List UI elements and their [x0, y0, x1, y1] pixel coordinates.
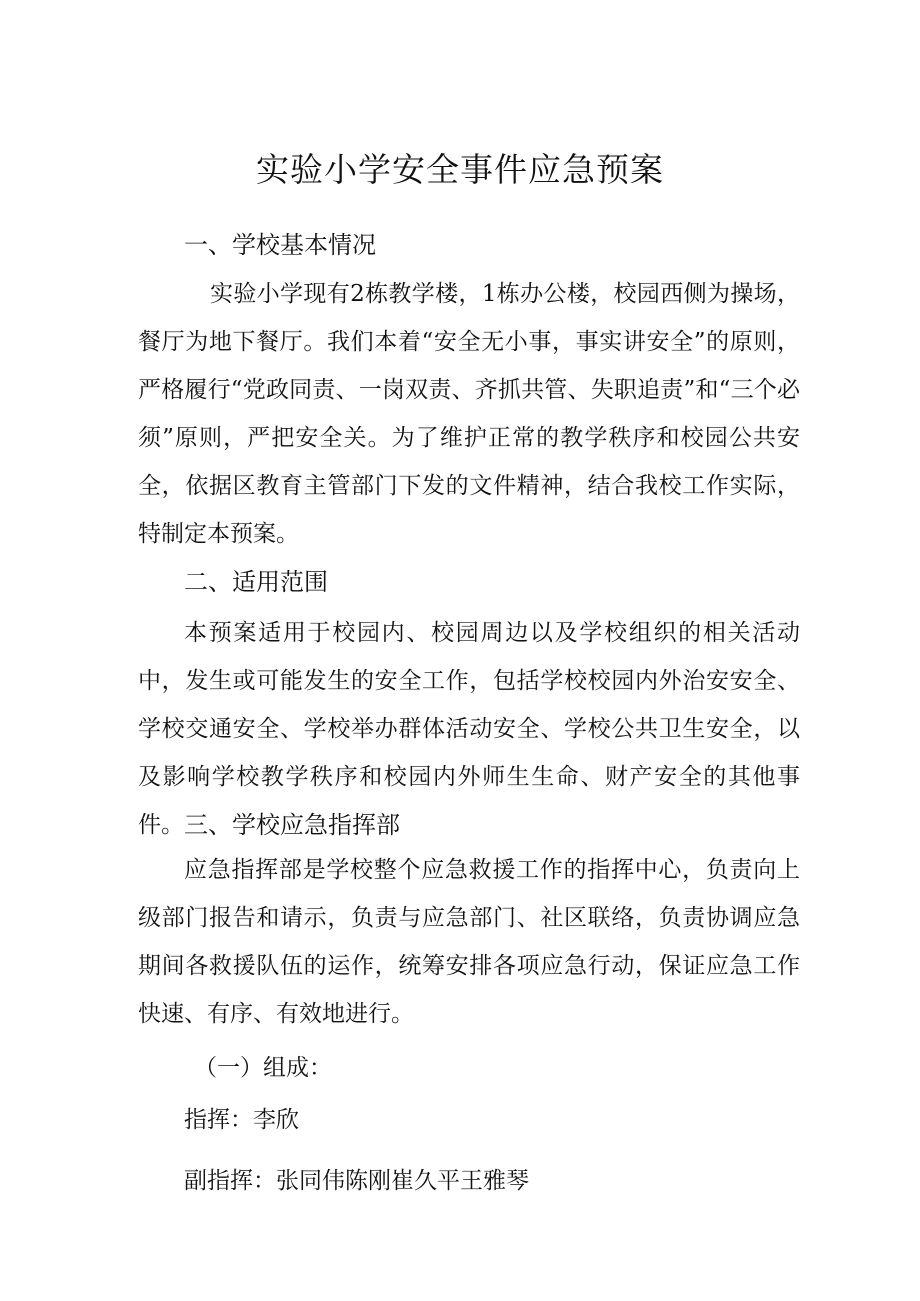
section-paragraph-basic-info: 实验小学现有2栋教学楼，1栋办公楼，校园西侧为操场，餐厅为地下餐厅。我们本着“安全无小事，事实讲安全”的原则，严格履行“党政同责、一岗双责、齐抓共管、失职追责”和“三个必须”原则，严把安全关。为了维护正常的教学秩序和校园公共安全，依据区教育主管部门下发的文件精神，结合我校工作实际，特制定本预案。: [138, 281, 800, 547]
section-heading-command-center: 三、学校应急指挥部: [184, 811, 400, 839]
commander-line: 指挥：李欣: [184, 1107, 299, 1133]
document-title: 实验小学安全事件应急预案: [256, 150, 664, 189]
section-heading-scope: 二、适用范围: [184, 568, 328, 596]
section-paragraph-command-center: 应急指挥部是学校整个应急救援工作的指挥中心，负责向上级部门报告和请示，负责与应急部门、社区联络，负责协调应急期间各救援队伍的运作，统筹安排各项应急行动，保证应急工作快速、有序、有效地进行。: [138, 857, 800, 1027]
deputy-commander-line: 副指挥：张同伟陈刚崔久平王雅琴: [184, 1168, 529, 1194]
section-heading-basic-info: 一、学校基本情况: [184, 231, 376, 259]
section-paragraph-scope: 本预案适用于校园内、校园周边以及学校组织的相关活动中，发生或可能发生的安全工作，包括学校校园内外治安安全、学校交通安全、学校举办群体活动安全、学校公共卫生安全，以及影响学校教学秩序和校园内外师生生命、财产安全的其他事件。: [138, 620, 800, 838]
composition-label: （一）组成：: [194, 1055, 332, 1081]
